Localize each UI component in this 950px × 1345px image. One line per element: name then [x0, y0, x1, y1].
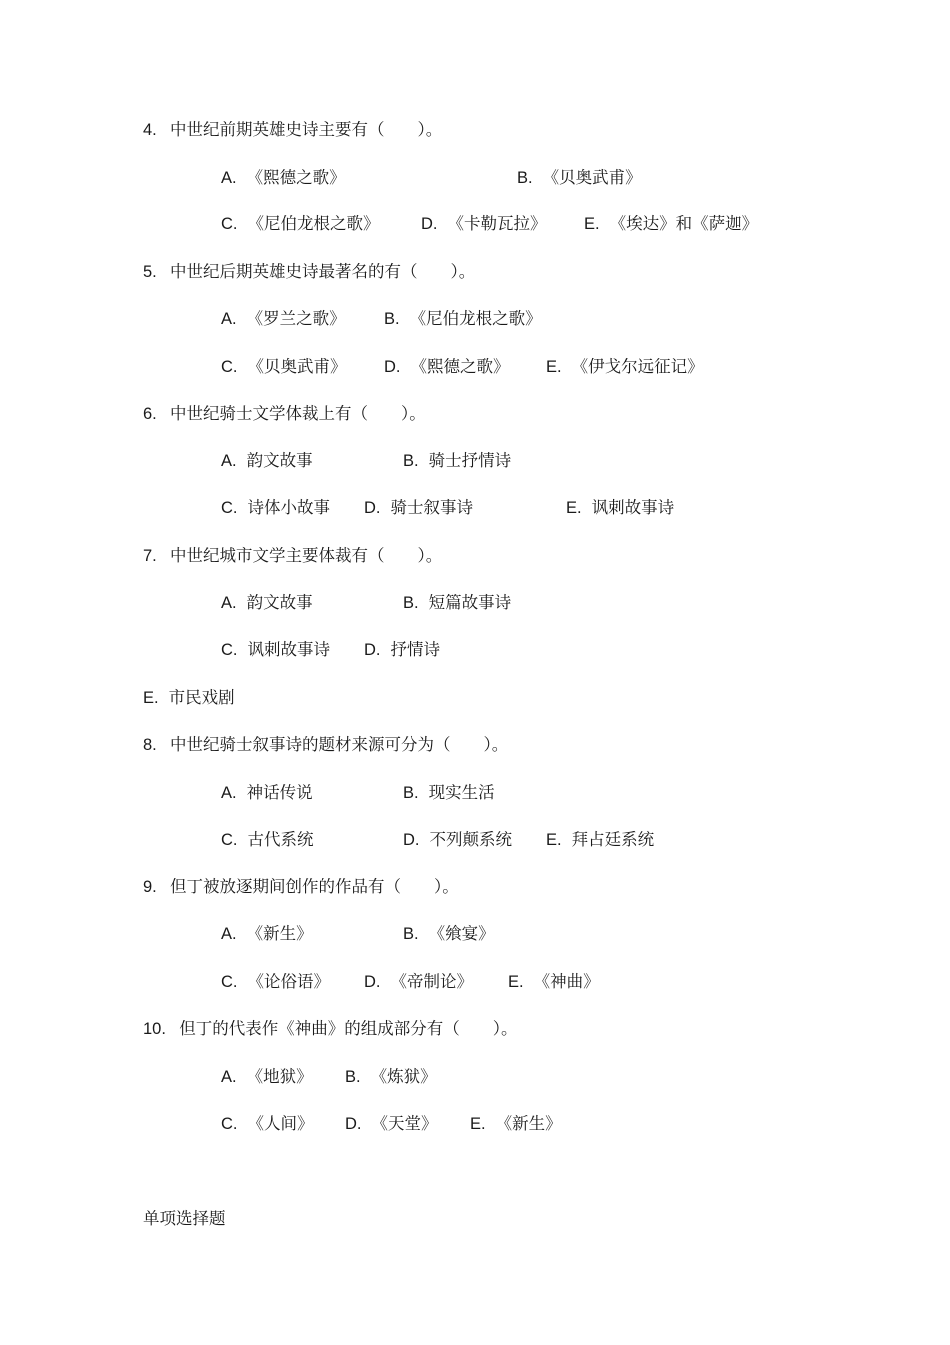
option-7e: E. 市民戏剧 [143, 688, 235, 707]
option-8a: A. 神话传说 [221, 783, 313, 802]
option-7a: A. 韵文故事 [221, 593, 313, 612]
option-8c: C. 古代系统 [221, 830, 314, 849]
option-5a: A. 《罗兰之歌》 [221, 309, 346, 328]
question-number: 10. [143, 1020, 166, 1038]
question-text: 中世纪骑士文学体裁上有（ ）。 [170, 404, 426, 423]
option-4c: C. 《尼伯龙根之歌》 [221, 214, 380, 233]
option-9e: E. 《神曲》 [508, 972, 600, 991]
option-10b: B. 《炼狱》 [345, 1067, 437, 1086]
question-text: 中世纪城市文学主要体裁有（ ）。 [170, 546, 443, 565]
option-5c: C. 《贝奥武甫》 [221, 357, 347, 376]
option-10c: C. 《人间》 [221, 1114, 314, 1133]
question-text: 但丁的代表作《神曲》的组成部分有（ ）。 [179, 1019, 518, 1038]
option-8b: B. 现实生活 [403, 783, 495, 802]
question-text: 中世纪骑士叙事诗的题材来源可分为（ ）。 [170, 735, 509, 754]
option-9b: B. 《飨宴》 [403, 924, 495, 943]
option-8e: E. 拜占廷系统 [546, 830, 655, 849]
question-number: 8. [143, 736, 157, 754]
option-6a: A. 韵文故事 [221, 451, 313, 470]
question-number: 4. [143, 121, 157, 139]
question-number: 6. [143, 405, 157, 423]
option-5e: E. 《伊戈尔远征记》 [546, 357, 704, 376]
option-4a: A. 《熙德之歌》 [221, 168, 346, 187]
question-10 [143, 1019, 517, 1039]
section-heading: 单项选择题 [143, 1209, 226, 1228]
option-7d: D. 抒情诗 [364, 640, 440, 659]
question-number: 7. [143, 547, 157, 565]
option-4e: E. 《埃达》和《萨迦》 [584, 214, 759, 233]
option-6c: C. 诗体小故事 [221, 498, 330, 517]
question-number: 9. [143, 878, 157, 896]
question-9 [143, 877, 459, 897]
option-6d: D. 骑士叙事诗 [364, 498, 473, 517]
question-7 [143, 546, 442, 566]
option-6e: E. 讽刺故事诗 [566, 498, 675, 517]
option-4d: D. 《卡勒瓦拉》 [421, 214, 547, 233]
option-9c: C. 《论俗语》 [221, 972, 330, 991]
question-5 [143, 262, 475, 282]
option-8d: D. 不列颠系统 [403, 830, 512, 849]
option-10d: D. 《天堂》 [345, 1114, 438, 1133]
option-9d: D. 《帝制论》 [364, 972, 473, 991]
question-8 [143, 735, 508, 755]
option-7b: B. 短篇故事诗 [403, 593, 512, 612]
option-7c: C. 讽刺故事诗 [221, 640, 330, 659]
option-10e: E. 《新生》 [470, 1114, 562, 1133]
question-text: 中世纪后期英雄史诗最著名的有（ ）。 [170, 262, 476, 281]
question-number: 5. [143, 263, 157, 281]
option-9a: A. 《新生》 [221, 924, 313, 943]
question-text: 中世纪前期英雄史诗主要有（ ）。 [170, 120, 443, 139]
option-6b: B. 骑士抒情诗 [403, 451, 512, 470]
option-4b: B. 《贝奥武甫》 [517, 168, 642, 187]
option-5b: B. 《尼伯龙根之歌》 [384, 309, 542, 328]
question-4 [143, 120, 442, 140]
option-10a: A. 《地狱》 [221, 1067, 313, 1086]
question-6 [143, 404, 426, 424]
question-text: 但丁被放逐期间创作的作品有（ ）。 [170, 877, 459, 896]
option-5d: D. 《熙德之歌》 [384, 357, 510, 376]
